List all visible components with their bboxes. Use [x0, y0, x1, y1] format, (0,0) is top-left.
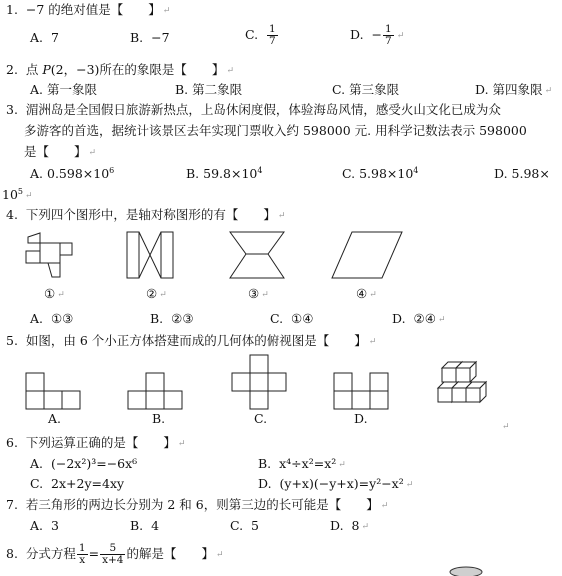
question-4-option-a: A. ①③	[30, 311, 74, 326]
question-1-option-d: D. − $\frac{1}{7}$ ↵	[350, 23, 405, 48]
paragraph-mark: ↵	[502, 422, 510, 432]
question-4-option-d: D. ②④ ↵	[392, 311, 446, 326]
view-option-a	[26, 355, 96, 415]
question-2-option-b: B. 第二象限	[175, 82, 243, 97]
figure-2-bowtie	[125, 230, 175, 280]
question-4-option-c: C. ①④	[270, 311, 314, 326]
question-3-stem-line-1: 3. 湄洲岛是全国假日旅游新热点，上岛休闲度假，体验海岛风情，感受火山文化已成为众	[6, 102, 501, 117]
view-label-c: C.	[254, 411, 268, 426]
question-3-option-d-continued: $10^5$ ↵	[2, 187, 33, 202]
question-1-option-c: C. $\frac{1}{7}$	[245, 23, 276, 48]
question-3-stem-line-3: 是【 】 ↵	[24, 144, 97, 159]
question-3-option-d: D. 5.98×	[494, 166, 550, 181]
question-6-option-b: B. x⁴÷x²=x² ↵	[258, 456, 346, 471]
question-7-option-d: D. 8 ↵	[330, 518, 370, 533]
question-3-option-b: B. $59.8\times 10^4$	[186, 166, 263, 181]
question-6-option-c: C. 2x+2y=4xy	[30, 476, 125, 491]
view-option-d	[334, 355, 404, 415]
cube-solid-figure	[436, 354, 506, 414]
question-6-option-a: A. (−2x²)³=−6x⁶	[30, 456, 138, 471]
figure-2-label: ② ↵	[146, 286, 167, 301]
figure-4-label: ④ ↵	[356, 286, 377, 301]
figure-1-label: ① ↵	[44, 286, 65, 301]
question-7-option-c: C. 5	[230, 518, 259, 533]
question-3-option-c: C. $5.98\times 10^4$	[342, 166, 419, 181]
question-3-option-a: A. $0.598\times 10^6$	[30, 166, 115, 181]
figure-1-pinwheel	[24, 233, 84, 283]
figure-4-parallelogram	[330, 230, 405, 282]
question-7-option-a: A. 3	[30, 518, 59, 533]
figure-3-hourglass	[228, 230, 288, 282]
question-1-option-b: B. −7	[130, 30, 170, 45]
question-2-stem: 2. 点 P(2，−3)所在的象限是【 】 ↵	[6, 62, 234, 77]
view-label-a: A.	[48, 411, 62, 426]
question-6-stem: 6. 下列运算正确的是【 】 ↵	[6, 435, 186, 450]
question-2-option-c: C. 第三象限	[332, 82, 400, 97]
figure-3-label: ③ ↵	[248, 286, 269, 301]
question-2-option-d: D. 第四象限 ↵	[475, 82, 553, 97]
question-4-option-b: B. ②③	[150, 311, 194, 326]
question-8-stem: 8. 分式方程 $\frac{1}{x}$ = $\frac{5}{x+4}$ 的解是【 】 ↵	[6, 542, 224, 567]
question-3-stem-line-2: 多游客的首选，据统计该景区去年实现门票收入约 598000 元. 用科学记数法表示 598000	[24, 123, 527, 138]
question-1-stem: 1. −7 的绝对值是【 】 ↵	[6, 2, 171, 17]
view-option-c	[232, 355, 302, 415]
question-5-stem: 5. 如图，由 6 个小正方体搭建而成的几何体的俯视图是【 】 ↵	[6, 333, 377, 348]
view-option-b	[128, 355, 198, 415]
question-1-option-a: A. 7	[30, 30, 59, 45]
question-4-stem: 4. 下列四个图形中，是轴对称图形的有【 】 ↵	[6, 207, 286, 222]
question-2-option-a: A. 第一象限	[30, 82, 98, 97]
partial-figure-bottom-right	[448, 564, 488, 576]
view-label-b: B.	[152, 411, 166, 426]
view-label-d: D.	[354, 411, 368, 426]
question-7-stem: 7. 若三角形的两边长分别为 2 和 6，则第三边的长可能是【 】 ↵	[6, 497, 389, 512]
question-6-option-d: D. (y+x)(−y+x)=y²−x² ↵	[258, 476, 414, 491]
question-7-option-b: B. 4	[130, 518, 160, 533]
